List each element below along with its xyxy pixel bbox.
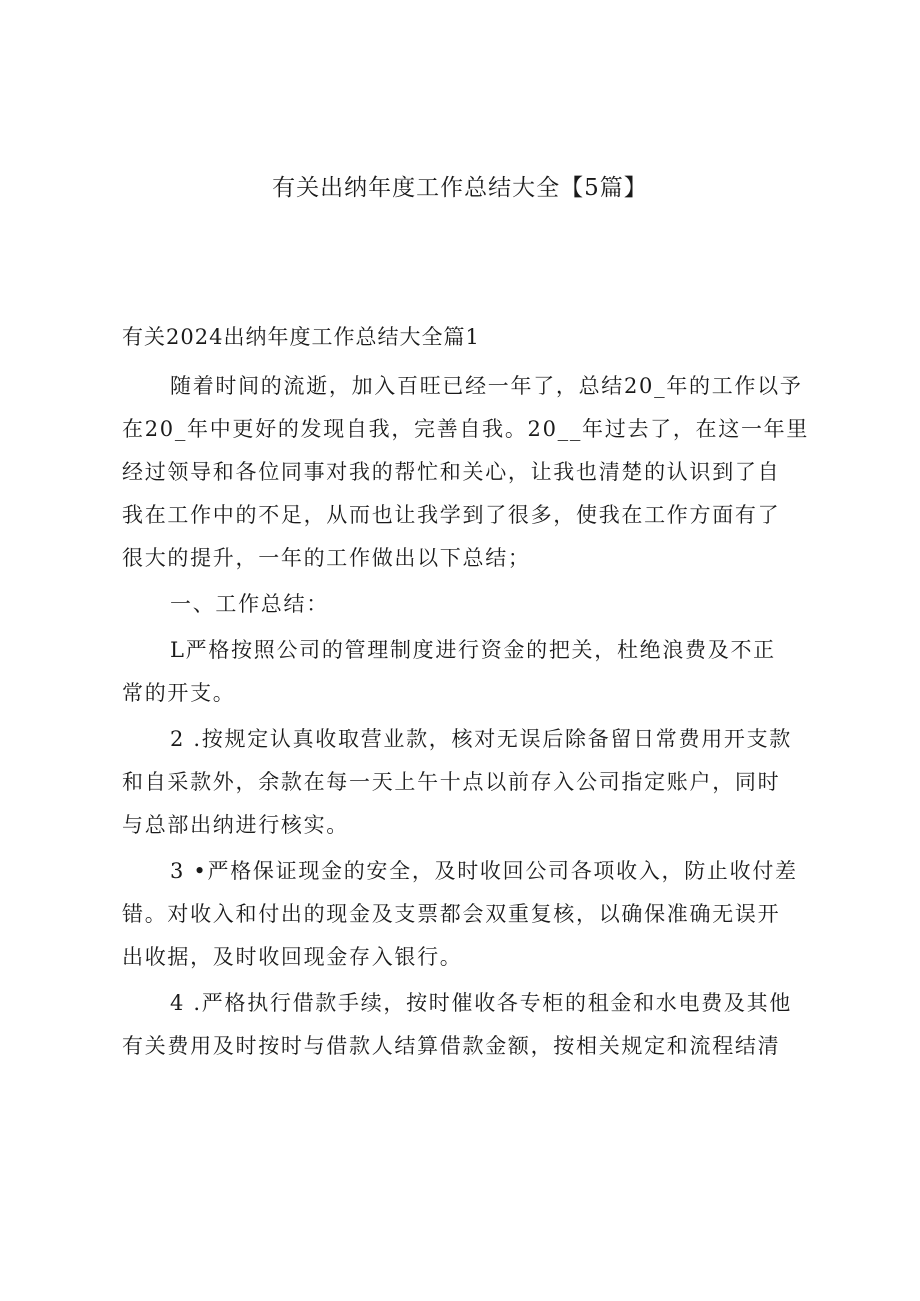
paragraph-line: 4 .严格执行借款手续，按时催收各专柜的租金和水电费及其他: [170, 991, 793, 1015]
paragraph: [122, 982, 798, 1068]
paragraph-line: 很大的提升，一年的工作做出以下总结；: [122, 546, 531, 570]
section-heading: 有关2024出纳年度工作总结大全篇1: [122, 325, 480, 349]
paragraph-line: 3 •严格保证现金的安全，及时收回公司各项收入，防止收付差: [170, 859, 798, 883]
document-title: 有关出纳年度工作总结大全【5篇】: [272, 175, 648, 201]
document-body: [122, 365, 810, 1071]
paragraph-line: 2 .按规定认真收取营业款，核对无误后除备留日常费用开支款: [170, 727, 793, 751]
paragraph-line: 错。对收入和付出的现金及支票都会双重复核，以确保准确无误开: [122, 902, 781, 926]
paragraph-line: 常的开支。: [122, 681, 236, 705]
paragraph: [122, 850, 798, 979]
paragraph-line: 我在工作中的不足，从而也让我学到了很多，使我在工作方面有了: [122, 503, 781, 527]
paragraph-line: 经过领导和各位同事对我的帮忙和关心，让我也清楚的认识到了自: [122, 460, 781, 484]
paragraph-line: 出收据，及时收回现金存入银行。: [122, 945, 463, 969]
paragraph-line: 和自采款外，余款在每一天上午十点以前存入公司指定账户，同时: [122, 770, 781, 794]
paragraph-line: 一、工作总结：: [170, 592, 329, 616]
paragraph-line: L严格按照公司的管理制度进行资金的把关，杜绝浪费及不正: [170, 638, 776, 662]
paragraph: [122, 629, 798, 715]
paragraph: [122, 718, 798, 847]
paragraph-line: 有关费用及时按时与借款人结算借款金额，按相关规定和流程结清: [122, 1034, 781, 1058]
paragraph: [122, 365, 810, 580]
paragraph-line: 随着时间的流逝，加入百旺已经一年了，总结20_年的工作以予: [170, 374, 803, 398]
paragraph-line: 在20_年中更好的发现自我，完善自我。20__年过去了，在这一年里: [122, 417, 810, 441]
paragraph: [122, 583, 798, 626]
paragraph-line: 与总部出纳进行核实。: [122, 813, 349, 837]
